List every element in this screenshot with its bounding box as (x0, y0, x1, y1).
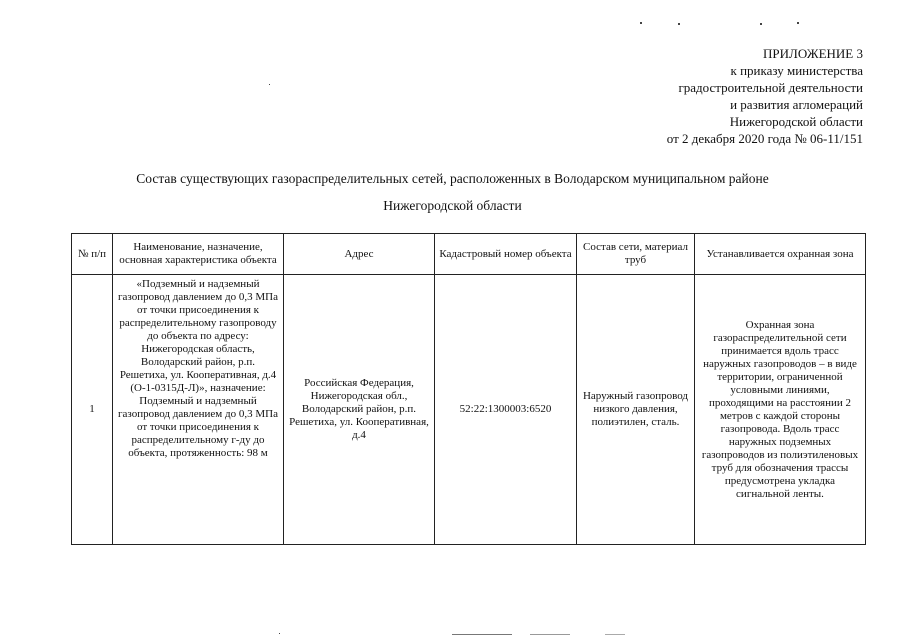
gas-network-table (71, 233, 866, 545)
appendix-header (667, 45, 863, 147)
scan-speck (797, 22, 799, 24)
scan-speck (279, 633, 280, 634)
scan-speck (678, 23, 680, 25)
scan-speck (640, 22, 642, 24)
appendix-line: градостроительной деятельности (678, 80, 863, 95)
cell-name: «Подземный и надземный газопровод давлением до 0,3 МПа от точки присоединения к распределительному газопроводу до объекта по адресу: Нижегородская область, Володарский район, р.п. Решетиха, ул. Кооперативная, д.4 (О-1-0315Д-Л)», назначение: Подземный и надземный газопровод давлением до 0,3 МПа от точки присоединения к распределительному г-ду до объекта, протяженность: 98 м (113, 275, 284, 545)
cell-address: Российская Федерация, Нижегородская обл., Володарский район, р.п. Решетиха, ул. Кооперативная, д.4 (284, 275, 435, 545)
document-title (40, 170, 865, 214)
cell-cadastral: 52:22:1300003:6520 (435, 275, 577, 545)
scan-speck (760, 23, 762, 25)
scan-line (605, 634, 625, 635)
appendix-title: ПРИЛОЖЕНИЕ 3 (763, 46, 863, 61)
scan-line (530, 634, 570, 635)
document-title-line2: Нижегородской области (383, 198, 522, 213)
table-row (72, 275, 866, 545)
cell-composition: Наружный газопровод низкого давления, полиэтилен, сталь. (577, 275, 695, 545)
document-title-line1: Состав существующих газораспределительных сетей, расположенных в Володарском муниципальном районе (136, 171, 769, 186)
appendix-line: и развития агломераций (730, 97, 863, 112)
appendix-line: Нижегородской области (729, 114, 863, 129)
appendix-line: к приказу министерства (730, 63, 863, 78)
header-address: Адрес (284, 234, 435, 275)
header-composition: Состав сети, материал труб (577, 234, 695, 275)
header-name: Наименование, назначение, основная характеристика объекта (113, 234, 284, 275)
scan-line (452, 634, 512, 635)
scan-speck (269, 84, 270, 85)
header-cadastral: Кадастровый номер объекта (435, 234, 577, 275)
cell-num: 1 (72, 275, 113, 545)
header-num: № п/п (72, 234, 113, 275)
header-zone: Устанавливается охранная зона (695, 234, 866, 275)
table-header-row (72, 234, 866, 275)
appendix-order-line: от 2 декабря 2020 года № 06-11/151 (666, 131, 863, 146)
cell-zone: Охранная зона газораспределительной сети принимается вдоль трасс наружных газопроводов – в виде территории, ограниченной условными линиями, проходящими на расстоянии 2 метров с каждой стороны газопровода. Вдоль трасс наружных подземных газопроводов из полиэтиленовых труб для обозначения трассы предусмотрена укладка сигнальной ленты. (695, 275, 866, 545)
